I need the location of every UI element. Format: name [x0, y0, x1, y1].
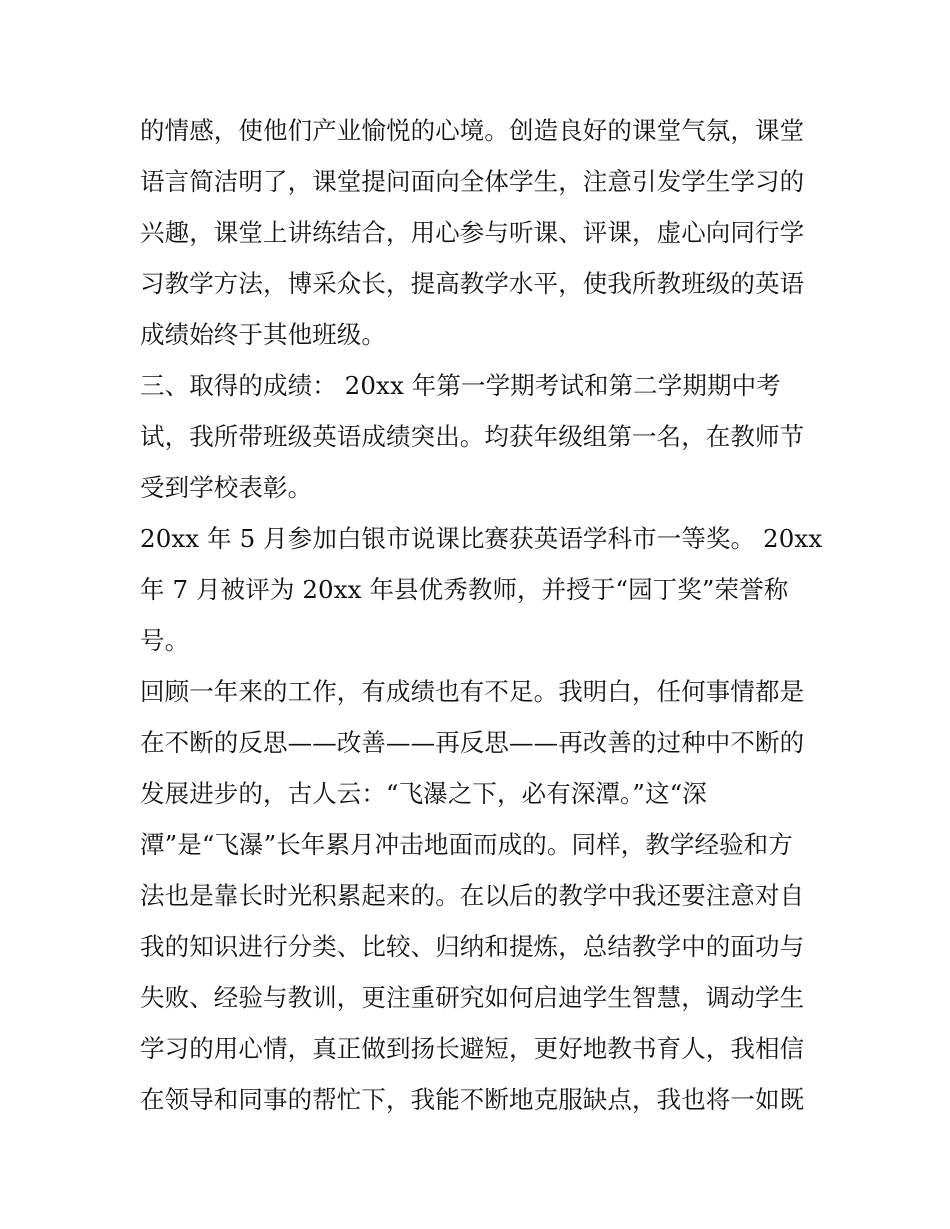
document-body: [140, 111, 830, 1131]
text-line: 习教学方法，博采众长，提高教学水平，使我所教班级的英语: [140, 269, 805, 298]
text-line: 号。: [140, 626, 190, 655]
text-line: 三、取得的成绩： 20xx 年第一学期考试和第二学期期中考: [140, 371, 781, 400]
text-line: 回顾一年来的工作，有成绩也有不足。我明白，任何事情都是: [140, 677, 805, 706]
text-line: 受到学校表彰。: [140, 473, 313, 502]
text-line: 学习的用心情，真正做到扬长避短，更好地教书育人，我相信: [140, 1034, 805, 1063]
text-line: 潭”是“飞瀑”长年累月冲击地面而成的。同样，教学经验和方: [140, 830, 793, 859]
text-line: 法也是靠长时光积累起来的。在以后的教学中我还要注意对自: [140, 881, 805, 910]
text-line: 成绩始终于其他班级。: [140, 320, 386, 349]
text-line: 的情感，使他们产业愉悦的心境。创造良好的课堂气氛，课堂: [140, 116, 805, 145]
text-line: 兴趣，课堂上讲练结合，用心参与听课、评课，虚心向同行学: [140, 218, 805, 247]
text-line: 发展进步的，古人云：“飞瀑之下，必有深潭。”这“深: [140, 779, 707, 808]
text-line: 失败、经验与教训，更注重研究如何启迪学生智慧，调动学生: [140, 983, 805, 1012]
text-line: 我的知识进行分类、比较、归纳和提炼，总结教学中的面功与: [140, 932, 805, 961]
text-line: 年 7 月被评为 20xx 年县优秀教师，并授于“园丁奖”荣誉称: [140, 575, 789, 604]
text-line: 在领导和同事的帮忙下，我能不断地克服缺点，我也将一如既: [140, 1085, 805, 1114]
text-line: 试，我所带班级英语成绩突出。均获年级组第一名，在教师节: [140, 422, 805, 451]
text-line: 在不断的反思——改善——再反思——再改善的过种中不断的: [140, 728, 805, 757]
text-line: 20xx 年 5 月参加白银市说课比赛获英语学科市一等奖。 20xx: [140, 524, 823, 553]
text-line: 语言简洁明了，课堂提问面向全体学生，注意引发学生学习的: [140, 167, 805, 196]
